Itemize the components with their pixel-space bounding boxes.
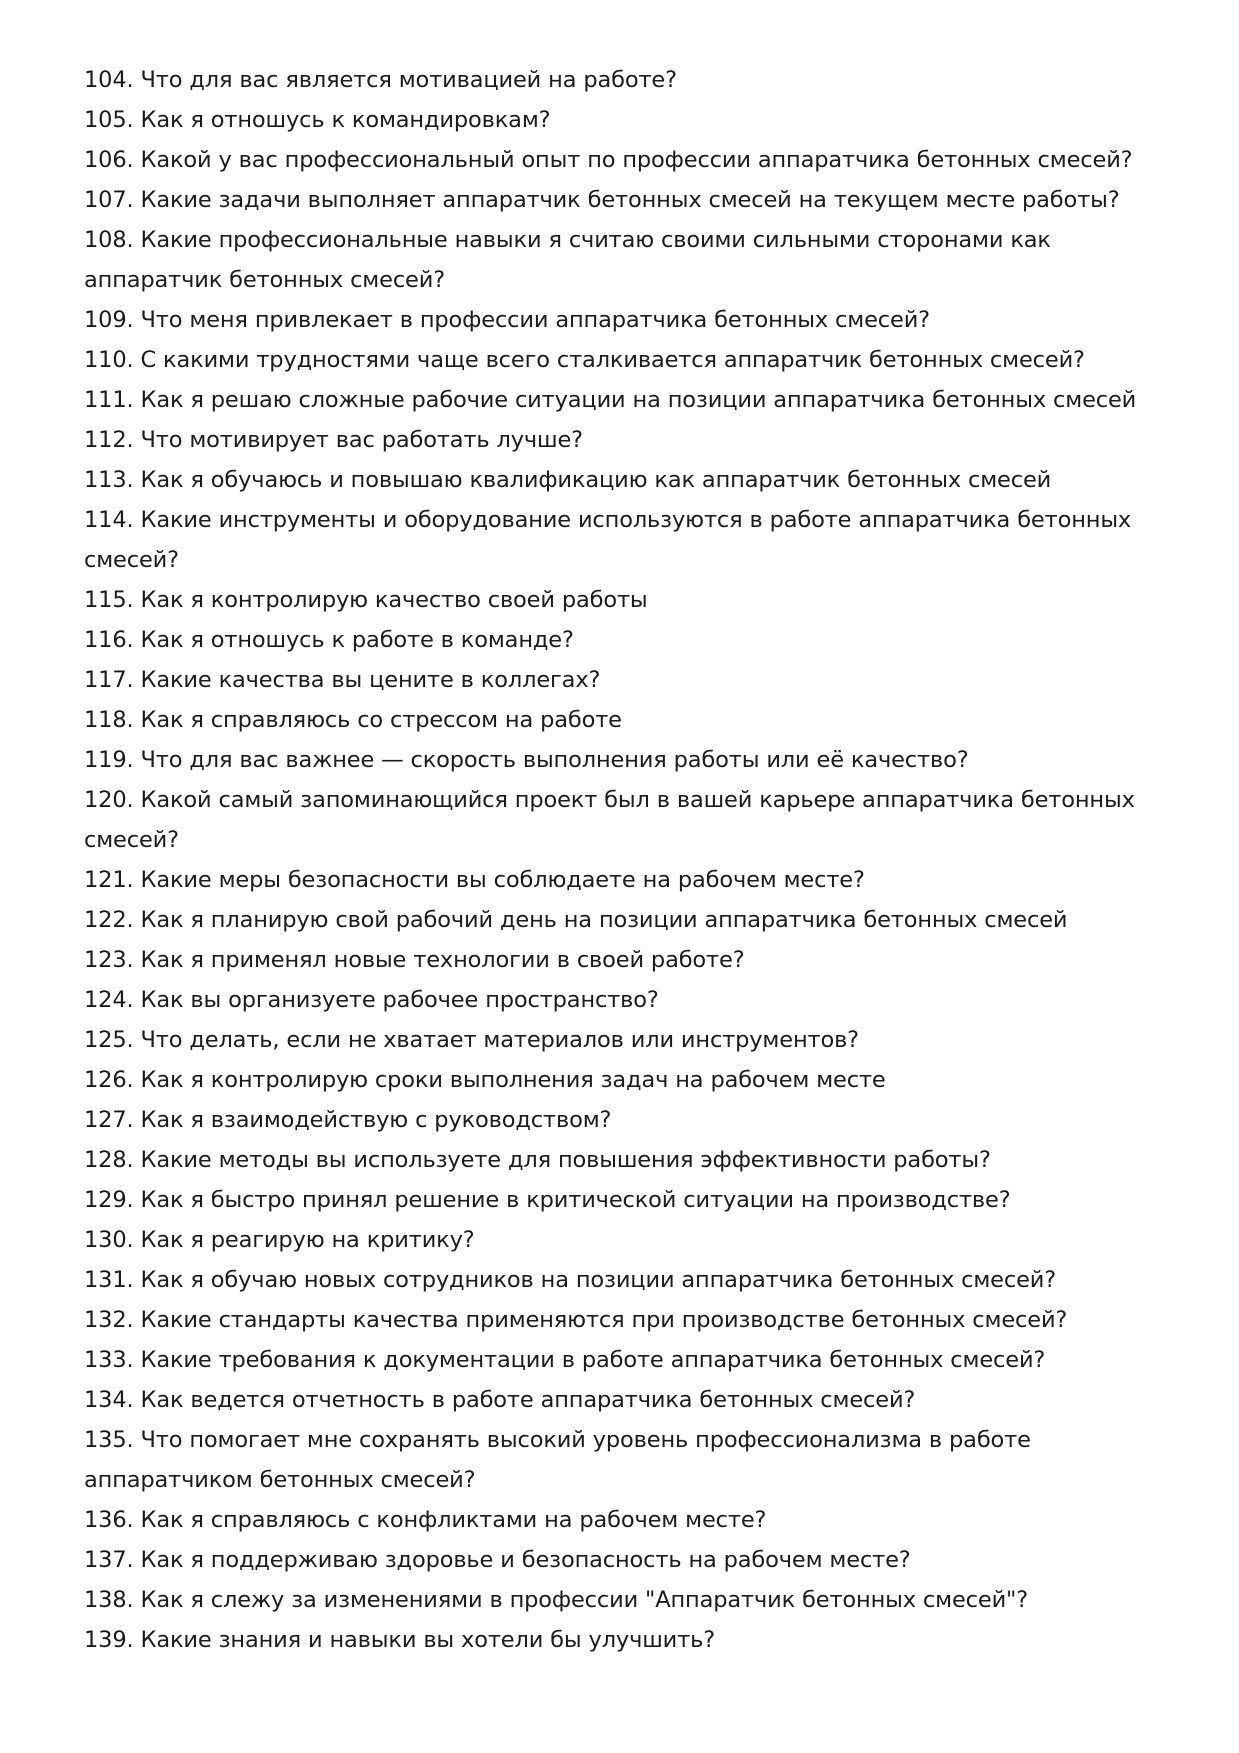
list-item: 106. Какой у вас профессиональный опыт по профессии аппаратчика бетонных смесей? [84,147,1133,173]
list-item: 133. Какие требования к документации в работе аппаратчика бетонных смесей? [84,1347,1046,1373]
list-item: 125. Что делать, если не хватает материалов или инструментов? [84,1027,859,1053]
list-item: 139. Какие знания и навыки вы хотели бы улучшить? [84,1627,715,1653]
list-item: 127. Как я взаимодействую с руководством? [84,1107,612,1133]
list-item: 129. Как я быстро принял решение в критической ситуации на производстве? [84,1187,1011,1213]
list-item: 134. Как ведется отчетность в работе аппаратчика бетонных смесей? [84,1387,916,1413]
list-item: 116. Как я отношусь к работе в команде? [84,627,574,653]
list-item: 132. Какие стандарты качества применяются при производстве бетонных смесей? [84,1307,1068,1333]
list-item: 111. Как я решаю сложные рабочие ситуации на позиции аппаратчика бетонных смесей [84,387,1137,413]
list-item: 126. Как я контролирую сроки выполнения задач на рабочем месте [84,1067,886,1093]
list-item: 107. Какие задачи выполняет аппаратчик бетонных смесей на текущем месте работы? [84,187,1120,213]
list-item: 119. Что для вас важнее — скорость выполнения работы или её качество? [84,747,969,773]
document-page [84,60,1164,1660]
list-item: 131. Как я обучаю новых сотрудников на позиции аппаратчика бетонных смесей? [84,1267,1057,1293]
list-item: 112. Что мотивирует вас работать лучше? [84,427,583,453]
list-item: 117. Какие качества вы цените в коллегах? [84,667,601,693]
list-item: 135. Что помогает мне сохранять высокий уровень профессионализма в работе аппаратчиком бетонных смесей? [84,1427,1031,1493]
list-item: 118. Как я справляюсь со стрессом на работе [84,707,622,733]
list-item: 123. Как я применял новые технологии в своей работе? [84,947,745,973]
list-item: 128. Какие методы вы используете для повышения эффективности работы? [84,1147,991,1173]
list-item: 104. Что для вас является мотивацией на работе? [84,67,677,93]
list-item: 138. Как я слежу за изменениями в профессии "Аппаратчик бетонных смесей"? [84,1587,1029,1613]
list-item: 105. Как я отношусь к командировкам? [84,107,551,133]
list-item: 137. Как я поддерживаю здоровье и безопасность на рабочем месте? [84,1547,911,1573]
list-item: 115. Как я контролирую качество своей работы [84,587,648,613]
list-item: 130. Как я реагирую на критику? [84,1227,475,1253]
question-list [84,60,1164,1660]
list-item: 122. Как я планирую свой рабочий день на позиции аппаратчика бетонных смесей [84,907,1068,933]
list-item: 109. Что меня привлекает в профессии аппаратчика бетонных смесей? [84,307,930,333]
list-item: 136. Как я справляюсь с конфликтами на рабочем месте? [84,1507,767,1533]
list-item: 114. Какие инструменты и оборудование используются в работе аппаратчика бетонных смесей? [84,507,1132,573]
list-item: 110. С какими трудностями чаще всего сталкивается аппаратчик бетонных смесей? [84,347,1085,373]
list-item: 124. Как вы организуете рабочее пространство? [84,987,659,1013]
list-item: 108. Какие профессиональные навыки я считаю своими сильными сторонами как аппаратчик бетонных смесей? [84,227,1051,293]
list-item: 113. Как я обучаюсь и повышаю квалификацию как аппаратчик бетонных смесей [84,467,1052,493]
list-item: 121. Какие меры безопасности вы соблюдаете на рабочем месте? [84,867,865,893]
list-item: 120. Какой самый запоминающийся проект был в вашей карьере аппаратчика бетонных смесей? [84,787,1135,853]
